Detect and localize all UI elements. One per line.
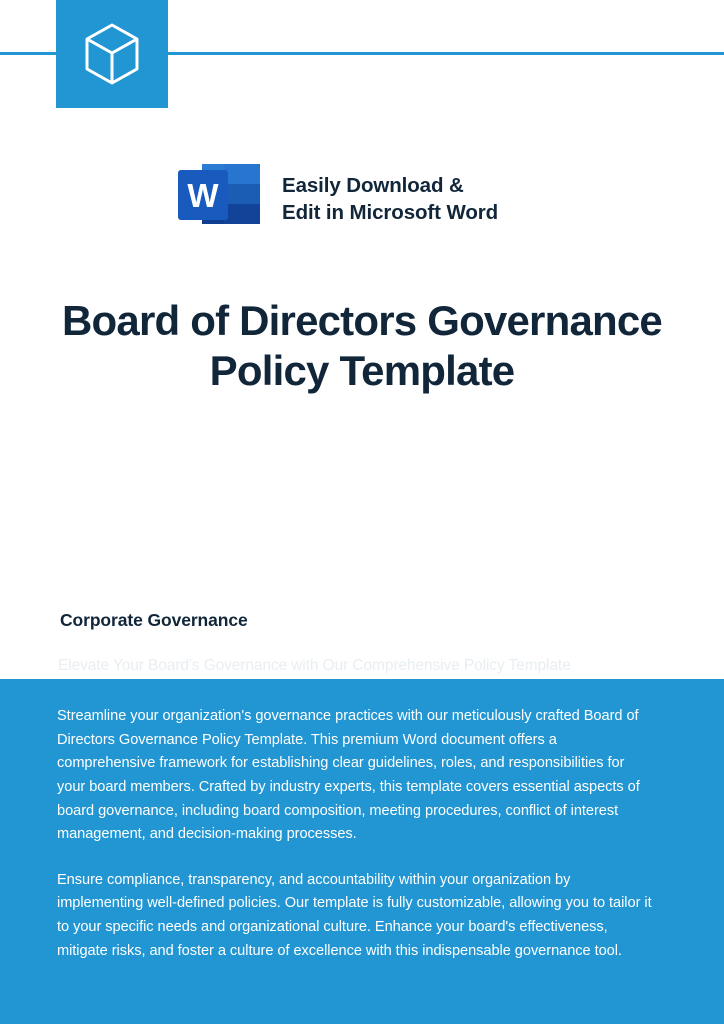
word-badge-line2: Edit in Microsoft Word — [282, 201, 499, 224]
cube-logo-icon — [84, 23, 140, 85]
description-paragraph: Ensure compliance, transparency, and accountability within your organization by implementing well-defined policies. Our template is fully customizable, allowing you to tailor it to your specific needs and organizational culture. Enhance your board's effectiveness, mitigate risks, and foster a culture of excellence with this indispensable governance tool. — [57, 871, 652, 959]
description-paragraph: Streamline your organization's governance practices with our meticulously crafted Board of Directors Governance Policy Template. This premium Word document offers a comprehensive framework for establishing clear guidelines, roles, and responsibilities for your board members. Crafted by industry experts, this template covers essential aspects of board governance, including board composition, meeting procedures, conflict of interest management, and decision-making processes. — [57, 708, 640, 843]
description-panel — [0, 679, 724, 1024]
page-title: Board of Directors Governance Policy Template — [62, 297, 662, 394]
category-label: Corporate Governance — [60, 610, 248, 630]
svg-text:W: W — [187, 177, 219, 214]
word-download-badge — [176, 160, 498, 238]
brand-logo-tile — [56, 0, 168, 108]
description-text — [57, 705, 653, 963]
word-badge-line1: Easily Download & — [282, 173, 464, 197]
word-badge-text — [282, 172, 498, 227]
microsoft-word-icon — [176, 160, 264, 238]
tagline: Elevate Your Board's Governance with Our Comprehensive Policy Template — [58, 657, 571, 674]
